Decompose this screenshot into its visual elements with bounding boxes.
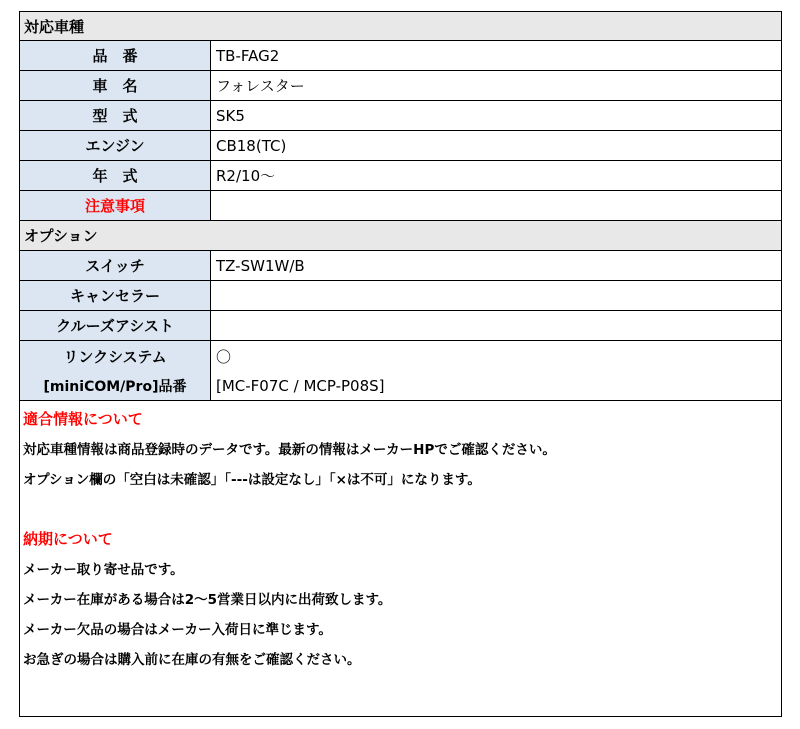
row-year [20, 161, 781, 191]
delivery-line: メーカー在庫がある場合は2～5営業日以内に出荷致します。 [23, 592, 392, 608]
label-model-code: 型 式 [20, 101, 211, 130]
value-minicom: [MC-F07C / MCP-P08S] [216, 376, 385, 395]
label-car-name: 車 名 [20, 71, 211, 100]
value-car-name: フォレスター [216, 77, 305, 95]
label-cruise-assist: クルーズアシスト [20, 311, 211, 340]
value-model-code: SK5 [216, 106, 245, 125]
fit-info-line: オプション欄の「空白は未確認」「---は設定なし」「×は不可」になります。 [23, 472, 481, 488]
value-cautions [216, 191, 781, 220]
compatibility-sheet [19, 11, 782, 717]
value-link-system: 〇 [216, 347, 232, 366]
value-engine: CB18(TC) [216, 136, 287, 155]
notes-area [20, 401, 781, 716]
section-header-options [20, 221, 781, 251]
label-part-number: 品 番 [20, 41, 211, 70]
section-header-vehicle [20, 12, 781, 41]
value-canceller [216, 281, 781, 310]
row-part-number [20, 41, 781, 71]
delivery-heading: 納期について [23, 530, 113, 548]
row-minicom [20, 371, 781, 401]
row-canceller [20, 281, 781, 311]
row-engine [20, 131, 781, 161]
label-cautions: 注意事項 [20, 191, 211, 220]
delivery-line: メーカー取り寄せ品です。 [23, 562, 184, 578]
row-notes [20, 191, 781, 221]
value-year: R2/10～ [216, 167, 276, 185]
delivery-line: メーカー欠品の場合はメーカー入荷日に準じます。 [23, 622, 332, 638]
fit-info-heading: 適合情報について [23, 410, 143, 428]
row-link-system [20, 341, 781, 371]
label-switch: スイッチ [20, 251, 211, 280]
label-year: 年 式 [20, 161, 211, 190]
row-cruise-assist [20, 311, 781, 341]
fit-info-line: 対応車種情報は商品登録時のデータです。最新の情報はメーカーHPでご確認ください。 [23, 442, 556, 458]
label-minicom: [miniCOM/Pro]品番 [20, 371, 211, 400]
value-cruise-assist [216, 311, 781, 340]
row-car-name [20, 71, 781, 101]
row-switch [20, 251, 781, 281]
value-part-number: TB-FAG2 [216, 46, 280, 65]
value-switch: TZ-SW1W/B [216, 256, 305, 275]
label-canceller: キャンセラー [20, 281, 211, 310]
row-model-code [20, 101, 781, 131]
section-title-vehicle: 対応車種 [24, 17, 85, 36]
label-link-system: リンクシステム [20, 341, 211, 371]
delivery-line: お急ぎの場合は購入前に在庫の有無をご確認ください。 [23, 652, 361, 668]
label-engine: エンジン [20, 131, 211, 160]
section-title-options: オプション [24, 227, 98, 245]
